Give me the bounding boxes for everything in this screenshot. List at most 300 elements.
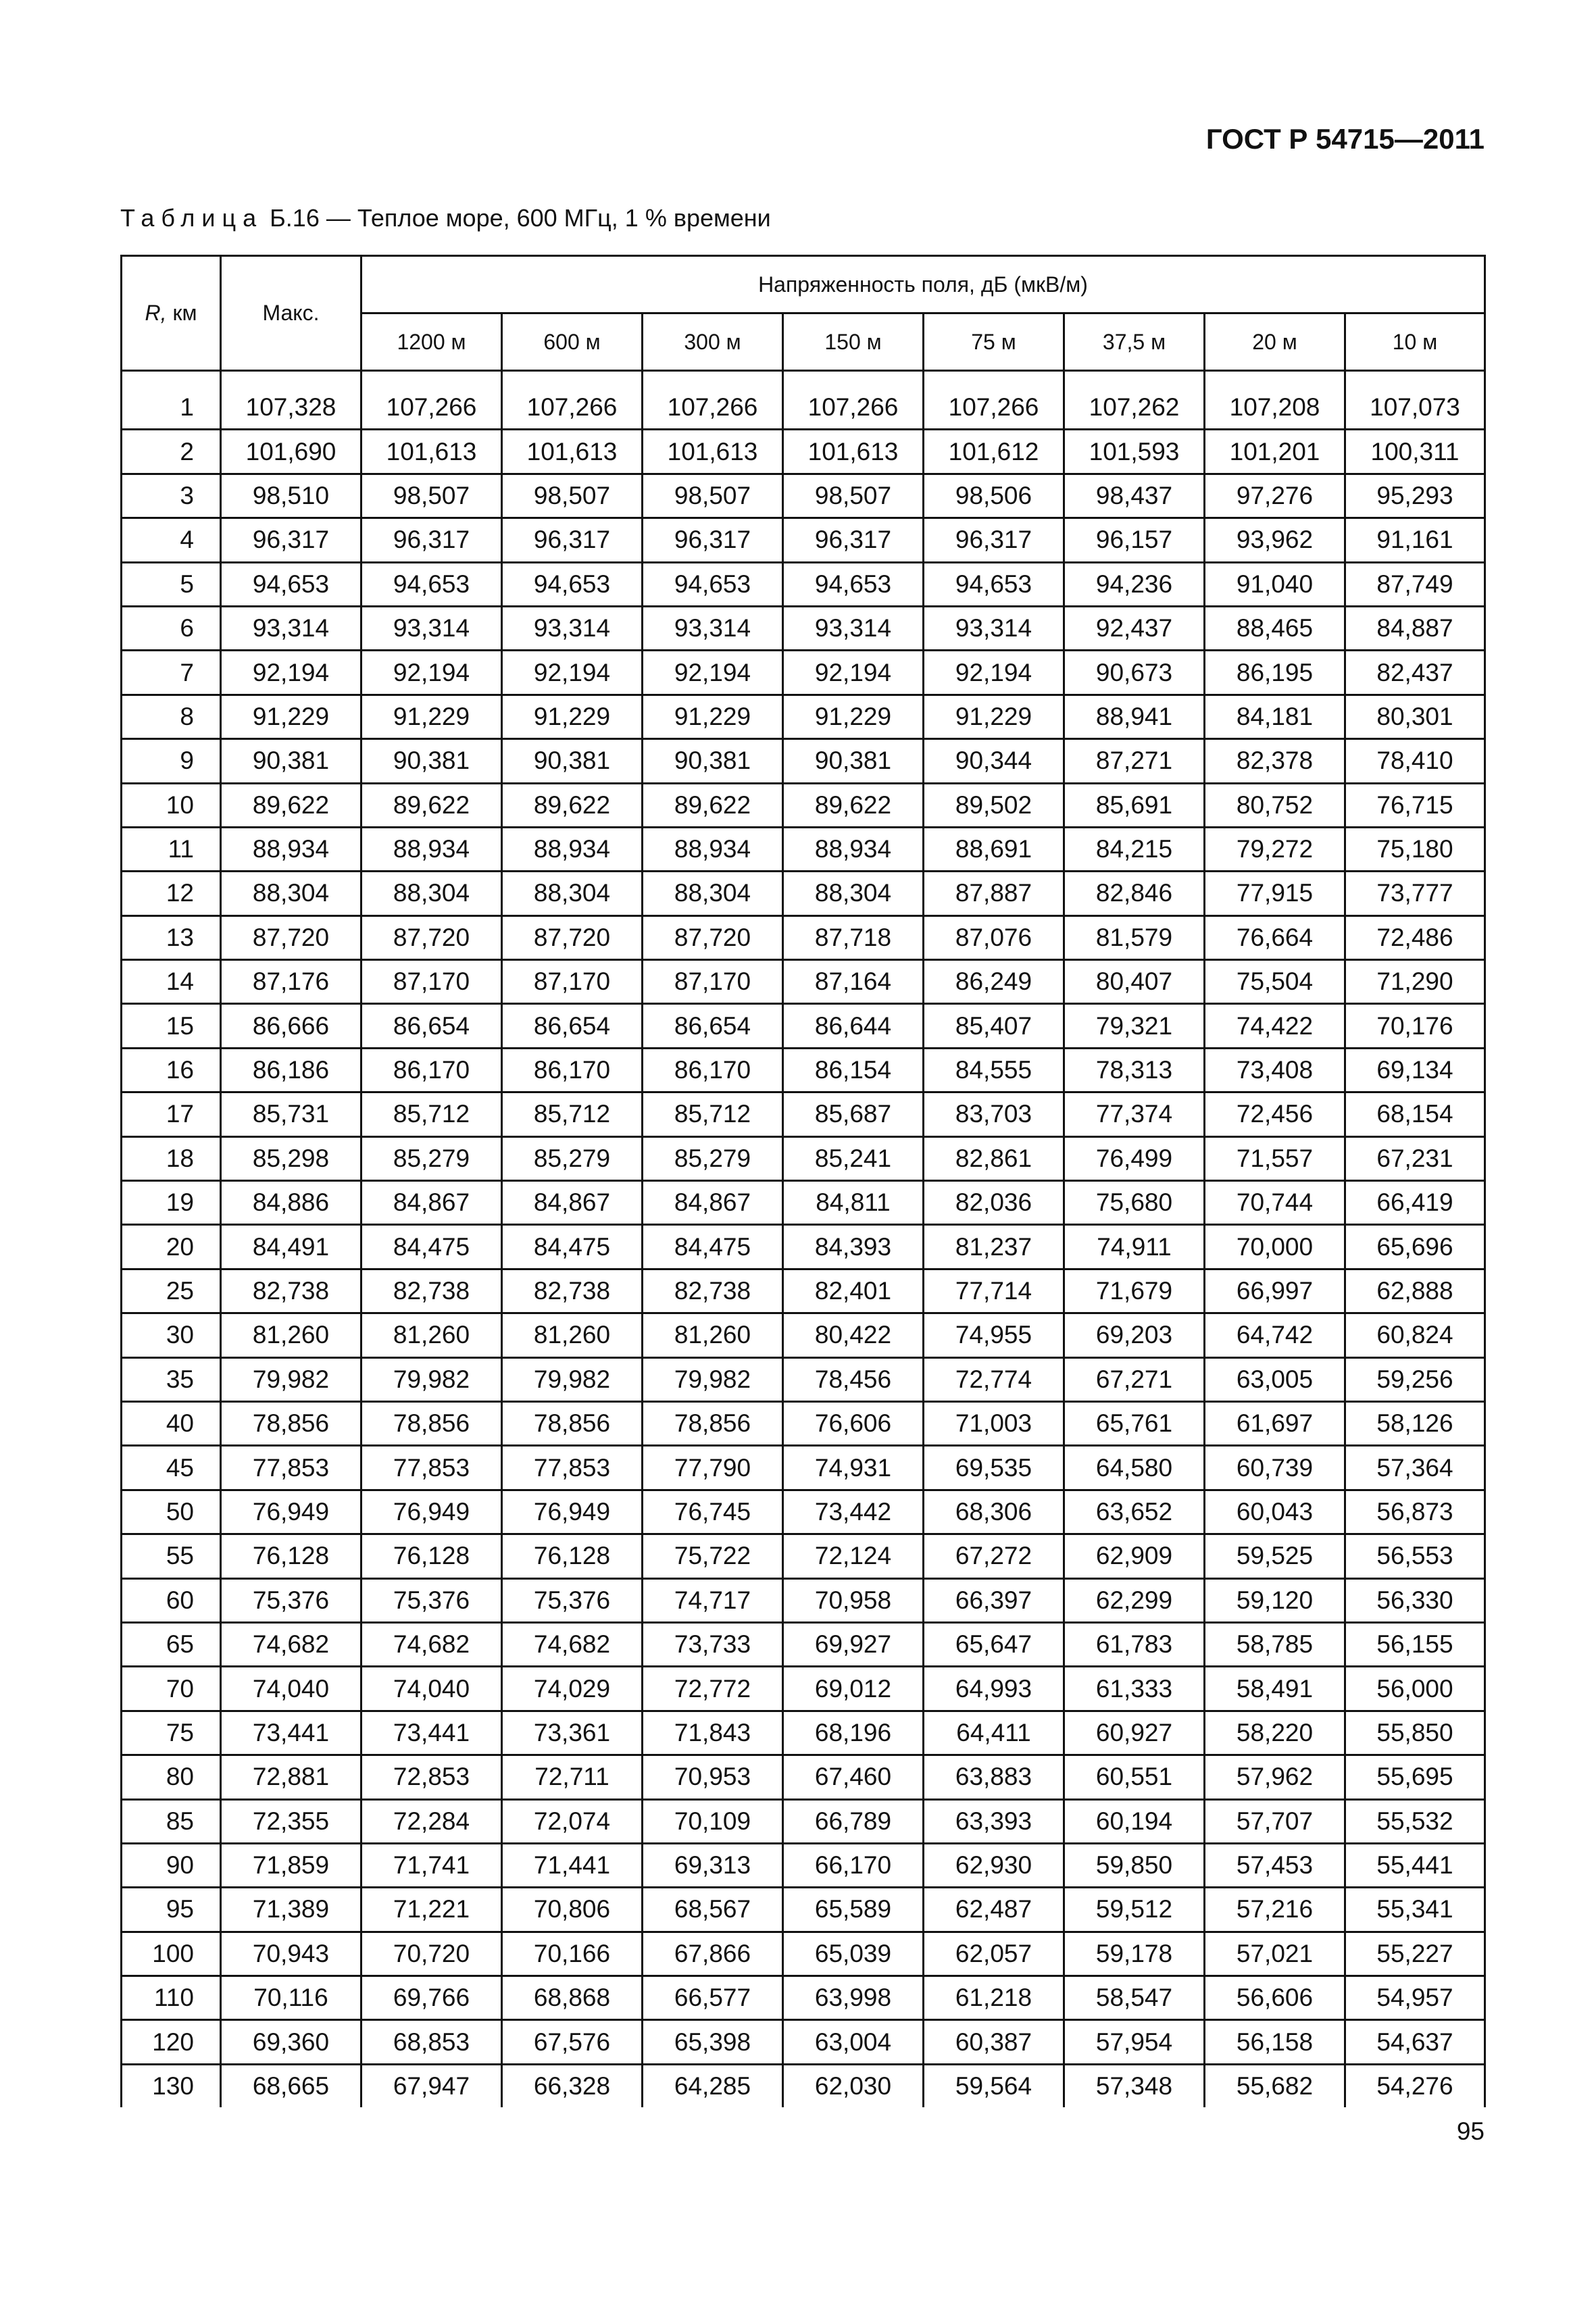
value-cell: 85,731 bbox=[221, 1092, 361, 1136]
value-cell: 94,236 bbox=[1064, 562, 1205, 606]
value-cell: 67,866 bbox=[643, 1932, 783, 1976]
value-cell: 71,859 bbox=[221, 1843, 361, 1887]
table-row bbox=[122, 1490, 1485, 1534]
value-cell: 60,551 bbox=[1064, 1755, 1205, 1799]
table-caption bbox=[120, 204, 771, 232]
distance-cell: 1 bbox=[122, 386, 221, 430]
value-cell: 86,170 bbox=[643, 1048, 783, 1092]
value-cell: 60,739 bbox=[1205, 1446, 1345, 1490]
value-cell: 98,510 bbox=[221, 474, 361, 518]
value-cell: 77,790 bbox=[643, 1446, 783, 1490]
value-cell: 63,004 bbox=[783, 2020, 924, 2064]
value-cell: 78,856 bbox=[643, 1401, 783, 1445]
value-cell: 70,744 bbox=[1205, 1181, 1345, 1225]
distance-cell: 75 bbox=[122, 1711, 221, 1755]
value-cell: 94,653 bbox=[361, 562, 502, 606]
value-cell: 69,134 bbox=[1345, 1048, 1485, 1092]
value-cell: 87,271 bbox=[1064, 739, 1205, 783]
value-cell: 82,738 bbox=[502, 1269, 643, 1313]
table-row bbox=[122, 960, 1485, 1004]
value-cell: 73,733 bbox=[643, 1622, 783, 1666]
value-cell: 71,003 bbox=[924, 1401, 1064, 1445]
value-cell: 56,553 bbox=[1345, 1534, 1485, 1578]
value-cell: 88,304 bbox=[361, 872, 502, 915]
value-cell: 78,856 bbox=[502, 1401, 643, 1445]
value-cell: 76,949 bbox=[361, 1490, 502, 1534]
value-cell: 81,260 bbox=[221, 1313, 361, 1357]
value-cell: 89,622 bbox=[361, 783, 502, 827]
value-cell: 91,161 bbox=[1345, 518, 1485, 562]
value-cell: 93,314 bbox=[361, 606, 502, 650]
table-row bbox=[122, 1534, 1485, 1578]
value-cell: 82,738 bbox=[221, 1269, 361, 1313]
value-cell: 75,504 bbox=[1205, 960, 1345, 1004]
value-cell: 88,941 bbox=[1064, 695, 1205, 738]
value-cell: 66,577 bbox=[643, 1976, 783, 2020]
value-cell: 75,680 bbox=[1064, 1181, 1205, 1225]
value-cell: 84,555 bbox=[924, 1048, 1064, 1092]
value-cell: 66,419 bbox=[1345, 1181, 1485, 1225]
table-row bbox=[122, 606, 1485, 650]
value-cell: 70,720 bbox=[361, 1932, 502, 1976]
value-cell: 54,637 bbox=[1345, 2020, 1485, 2064]
value-cell: 89,622 bbox=[502, 783, 643, 827]
distance-cell: 8 bbox=[122, 695, 221, 738]
value-cell: 70,000 bbox=[1205, 1225, 1345, 1269]
value-cell: 94,653 bbox=[643, 562, 783, 606]
table-row bbox=[122, 872, 1485, 915]
value-cell: 89,502 bbox=[924, 783, 1064, 827]
distance-cell: 18 bbox=[122, 1136, 221, 1180]
distance-cell: 4 bbox=[122, 518, 221, 562]
value-cell: 92,194 bbox=[502, 651, 643, 695]
table-row bbox=[122, 695, 1485, 738]
value-cell: 76,128 bbox=[221, 1534, 361, 1578]
value-cell: 78,856 bbox=[361, 1401, 502, 1445]
distance-cell: 19 bbox=[122, 1181, 221, 1225]
value-cell: 74,422 bbox=[1205, 1004, 1345, 1048]
value-cell: 62,909 bbox=[1064, 1534, 1205, 1578]
value-cell: 90,381 bbox=[361, 739, 502, 783]
value-cell: 76,949 bbox=[221, 1490, 361, 1534]
table-row bbox=[122, 1799, 1485, 1843]
value-cell: 94,653 bbox=[221, 562, 361, 606]
value-cell: 79,982 bbox=[502, 1357, 643, 1401]
col-header-height: 37,5 м bbox=[1064, 313, 1205, 371]
distance-cell: 45 bbox=[122, 1446, 221, 1490]
value-cell: 92,194 bbox=[924, 651, 1064, 695]
distance-cell: 90 bbox=[122, 1843, 221, 1887]
value-cell: 89,622 bbox=[643, 783, 783, 827]
col-header-height: 1200 м bbox=[361, 313, 502, 371]
value-cell: 93,314 bbox=[221, 606, 361, 650]
value-cell: 85,279 bbox=[361, 1136, 502, 1180]
value-cell: 74,955 bbox=[924, 1313, 1064, 1357]
value-cell: 60,194 bbox=[1064, 1799, 1205, 1843]
value-cell: 92,437 bbox=[1064, 606, 1205, 650]
value-cell: 71,290 bbox=[1345, 960, 1485, 1004]
value-cell: 101,613 bbox=[643, 430, 783, 474]
value-cell: 84,181 bbox=[1205, 695, 1345, 738]
value-cell: 68,868 bbox=[502, 1976, 643, 2020]
col-header-distance-unit: км bbox=[166, 301, 197, 325]
table-row bbox=[122, 1225, 1485, 1269]
table-row bbox=[122, 1136, 1485, 1180]
value-cell: 85,298 bbox=[221, 1136, 361, 1180]
value-cell: 61,697 bbox=[1205, 1401, 1345, 1445]
value-cell: 56,155 bbox=[1345, 1622, 1485, 1666]
value-cell: 64,411 bbox=[924, 1711, 1064, 1755]
value-cell: 73,441 bbox=[361, 1711, 502, 1755]
distance-cell: 110 bbox=[122, 1976, 221, 2020]
table-row bbox=[122, 783, 1485, 827]
value-cell: 101,612 bbox=[924, 430, 1064, 474]
value-cell: 88,934 bbox=[221, 827, 361, 871]
value-cell: 85,687 bbox=[783, 1092, 924, 1136]
value-cell: 56,330 bbox=[1345, 1578, 1485, 1622]
table-row bbox=[122, 1048, 1485, 1092]
value-cell: 80,407 bbox=[1064, 960, 1205, 1004]
value-cell: 69,203 bbox=[1064, 1313, 1205, 1357]
distance-cell: 15 bbox=[122, 1004, 221, 1048]
value-cell: 55,441 bbox=[1345, 1843, 1485, 1887]
value-cell: 70,943 bbox=[221, 1932, 361, 1976]
distance-cell: 3 bbox=[122, 474, 221, 518]
value-cell: 98,507 bbox=[361, 474, 502, 518]
value-cell: 63,393 bbox=[924, 1799, 1064, 1843]
value-cell: 72,772 bbox=[643, 1667, 783, 1711]
value-cell: 63,998 bbox=[783, 1976, 924, 2020]
value-cell: 71,557 bbox=[1205, 1136, 1345, 1180]
value-cell: 74,682 bbox=[502, 1622, 643, 1666]
value-cell: 101,613 bbox=[783, 430, 924, 474]
value-cell: 101,593 bbox=[1064, 430, 1205, 474]
value-cell: 71,221 bbox=[361, 1888, 502, 1932]
value-cell: 79,982 bbox=[361, 1357, 502, 1401]
value-cell: 66,170 bbox=[783, 1843, 924, 1887]
value-cell: 58,547 bbox=[1064, 1976, 1205, 2020]
value-cell: 66,328 bbox=[502, 2064, 643, 2107]
distance-cell: 65 bbox=[122, 1622, 221, 1666]
value-cell: 88,465 bbox=[1205, 606, 1345, 650]
table-row bbox=[122, 2064, 1485, 2107]
table-row bbox=[122, 1181, 1485, 1225]
value-cell: 72,486 bbox=[1345, 915, 1485, 959]
value-cell: 67,231 bbox=[1345, 1136, 1485, 1180]
value-cell: 92,194 bbox=[361, 651, 502, 695]
value-cell: 72,355 bbox=[221, 1799, 361, 1843]
value-cell: 90,381 bbox=[221, 739, 361, 783]
value-cell: 85,279 bbox=[502, 1136, 643, 1180]
value-cell: 101,201 bbox=[1205, 430, 1345, 474]
value-cell: 89,622 bbox=[783, 783, 924, 827]
value-cell: 91,229 bbox=[924, 695, 1064, 738]
value-cell: 101,613 bbox=[361, 430, 502, 474]
value-cell: 94,653 bbox=[783, 562, 924, 606]
value-cell: 76,606 bbox=[783, 1401, 924, 1445]
value-cell: 84,887 bbox=[1345, 606, 1485, 650]
value-cell: 72,124 bbox=[783, 1534, 924, 1578]
value-cell: 90,344 bbox=[924, 739, 1064, 783]
distance-cell: 40 bbox=[122, 1401, 221, 1445]
table-row bbox=[122, 739, 1485, 783]
value-cell: 96,157 bbox=[1064, 518, 1205, 562]
value-cell: 68,567 bbox=[643, 1888, 783, 1932]
value-cell: 59,564 bbox=[924, 2064, 1064, 2107]
distance-cell: 30 bbox=[122, 1313, 221, 1357]
distance-cell: 60 bbox=[122, 1578, 221, 1622]
value-cell: 88,304 bbox=[221, 872, 361, 915]
value-cell: 91,040 bbox=[1205, 562, 1345, 606]
value-cell: 68,853 bbox=[361, 2020, 502, 2064]
value-cell: 107,328 bbox=[221, 386, 361, 430]
table-row bbox=[122, 1667, 1485, 1711]
value-cell: 57,962 bbox=[1205, 1755, 1345, 1799]
distance-cell: 70 bbox=[122, 1667, 221, 1711]
value-cell: 91,229 bbox=[502, 695, 643, 738]
value-cell: 55,850 bbox=[1345, 1711, 1485, 1755]
value-cell: 73,361 bbox=[502, 1711, 643, 1755]
value-cell: 74,931 bbox=[783, 1446, 924, 1490]
table-row bbox=[122, 1004, 1485, 1048]
value-cell: 76,499 bbox=[1064, 1136, 1205, 1180]
value-cell: 70,109 bbox=[643, 1799, 783, 1843]
value-cell: 107,262 bbox=[1064, 386, 1205, 430]
value-cell: 69,012 bbox=[783, 1667, 924, 1711]
value-cell: 87,720 bbox=[361, 915, 502, 959]
value-cell: 68,196 bbox=[783, 1711, 924, 1755]
value-cell: 58,220 bbox=[1205, 1711, 1345, 1755]
value-cell: 70,116 bbox=[221, 1976, 361, 2020]
value-cell: 66,789 bbox=[783, 1799, 924, 1843]
value-cell: 92,194 bbox=[643, 651, 783, 695]
value-cell: 95,293 bbox=[1345, 474, 1485, 518]
value-cell: 65,696 bbox=[1345, 1225, 1485, 1269]
value-cell: 68,306 bbox=[924, 1490, 1064, 1534]
value-cell: 88,934 bbox=[502, 827, 643, 871]
col-header-height: 75 м bbox=[924, 313, 1064, 371]
value-cell: 91,229 bbox=[643, 695, 783, 738]
value-cell: 107,266 bbox=[361, 386, 502, 430]
value-cell: 59,256 bbox=[1345, 1357, 1485, 1401]
value-cell: 66,997 bbox=[1205, 1269, 1345, 1313]
page-number: 95 bbox=[1456, 2117, 1485, 2145]
value-cell: 63,883 bbox=[924, 1755, 1064, 1799]
value-cell: 101,690 bbox=[221, 430, 361, 474]
distance-cell: 13 bbox=[122, 915, 221, 959]
value-cell: 59,512 bbox=[1064, 1888, 1205, 1932]
value-cell: 93,314 bbox=[783, 606, 924, 650]
value-cell: 83,703 bbox=[924, 1092, 1064, 1136]
value-cell: 87,720 bbox=[643, 915, 783, 959]
table-row bbox=[122, 1357, 1485, 1401]
document-code: ГОСТ Р 54715—2011 bbox=[1205, 123, 1485, 155]
distance-cell: 11 bbox=[122, 827, 221, 871]
value-cell: 79,982 bbox=[643, 1357, 783, 1401]
value-cell: 100,311 bbox=[1345, 430, 1485, 474]
value-cell: 85,691 bbox=[1064, 783, 1205, 827]
value-cell: 84,475 bbox=[502, 1225, 643, 1269]
value-cell: 98,507 bbox=[502, 474, 643, 518]
value-cell: 107,208 bbox=[1205, 386, 1345, 430]
distance-cell: 120 bbox=[122, 2020, 221, 2064]
value-cell: 89,622 bbox=[221, 783, 361, 827]
value-cell: 62,299 bbox=[1064, 1578, 1205, 1622]
distance-cell: 5 bbox=[122, 562, 221, 606]
value-cell: 60,824 bbox=[1345, 1313, 1485, 1357]
value-cell: 82,738 bbox=[643, 1269, 783, 1313]
value-cell: 86,186 bbox=[221, 1048, 361, 1092]
value-cell: 98,437 bbox=[1064, 474, 1205, 518]
value-cell: 58,126 bbox=[1345, 1401, 1485, 1445]
col-header-height: 150 м bbox=[783, 313, 924, 371]
value-cell: 98,507 bbox=[643, 474, 783, 518]
value-cell: 59,525 bbox=[1205, 1534, 1345, 1578]
value-cell: 57,216 bbox=[1205, 1888, 1345, 1932]
value-cell: 64,285 bbox=[643, 2064, 783, 2107]
value-cell: 71,441 bbox=[502, 1843, 643, 1887]
value-cell: 69,360 bbox=[221, 2020, 361, 2064]
table-row bbox=[122, 562, 1485, 606]
table-row bbox=[122, 1843, 1485, 1887]
value-cell: 84,475 bbox=[361, 1225, 502, 1269]
value-cell: 62,487 bbox=[924, 1888, 1064, 1932]
value-cell: 94,653 bbox=[502, 562, 643, 606]
value-cell: 86,654 bbox=[361, 1004, 502, 1048]
value-cell: 55,227 bbox=[1345, 1932, 1485, 1976]
value-cell: 75,376 bbox=[361, 1578, 502, 1622]
distance-cell: 9 bbox=[122, 739, 221, 783]
value-cell: 76,128 bbox=[361, 1534, 502, 1578]
value-cell: 87,076 bbox=[924, 915, 1064, 959]
value-cell: 84,393 bbox=[783, 1225, 924, 1269]
value-cell: 107,266 bbox=[502, 386, 643, 430]
value-cell: 85,241 bbox=[783, 1136, 924, 1180]
value-cell: 92,194 bbox=[783, 651, 924, 695]
value-cell: 68,665 bbox=[221, 2064, 361, 2107]
value-cell: 94,653 bbox=[924, 562, 1064, 606]
distance-cell: 14 bbox=[122, 960, 221, 1004]
value-cell: 90,381 bbox=[783, 739, 924, 783]
value-cell: 61,333 bbox=[1064, 1667, 1205, 1711]
value-cell: 78,856 bbox=[221, 1401, 361, 1445]
value-cell: 69,766 bbox=[361, 1976, 502, 2020]
value-cell: 85,407 bbox=[924, 1004, 1064, 1048]
value-cell: 88,691 bbox=[924, 827, 1064, 871]
distance-cell: 95 bbox=[122, 1888, 221, 1932]
value-cell: 73,442 bbox=[783, 1490, 924, 1534]
value-cell: 96,317 bbox=[361, 518, 502, 562]
value-cell: 86,170 bbox=[502, 1048, 643, 1092]
value-cell: 69,535 bbox=[924, 1446, 1064, 1490]
value-cell: 93,314 bbox=[502, 606, 643, 650]
table-row bbox=[122, 1888, 1485, 1932]
value-cell: 79,272 bbox=[1205, 827, 1345, 871]
col-header-height: 300 м bbox=[643, 313, 783, 371]
value-cell: 70,176 bbox=[1345, 1004, 1485, 1048]
distance-cell: 35 bbox=[122, 1357, 221, 1401]
distance-cell: 25 bbox=[122, 1269, 221, 1313]
table-row bbox=[122, 1446, 1485, 1490]
value-cell: 57,348 bbox=[1064, 2064, 1205, 2107]
value-cell: 84,215 bbox=[1064, 827, 1205, 871]
value-cell: 90,673 bbox=[1064, 651, 1205, 695]
value-cell: 96,317 bbox=[643, 518, 783, 562]
value-cell: 74,682 bbox=[221, 1622, 361, 1666]
distance-cell: 2 bbox=[122, 430, 221, 474]
table-row bbox=[122, 1092, 1485, 1136]
value-cell: 80,752 bbox=[1205, 783, 1345, 827]
value-cell: 71,389 bbox=[221, 1888, 361, 1932]
value-cell: 64,742 bbox=[1205, 1313, 1345, 1357]
value-cell: 84,475 bbox=[643, 1225, 783, 1269]
value-cell: 84,811 bbox=[783, 1181, 924, 1225]
value-cell: 85,712 bbox=[502, 1092, 643, 1136]
value-cell: 86,666 bbox=[221, 1004, 361, 1048]
value-cell: 62,888 bbox=[1345, 1269, 1485, 1313]
value-cell: 61,783 bbox=[1064, 1622, 1205, 1666]
value-cell: 70,166 bbox=[502, 1932, 643, 1976]
value-cell: 81,260 bbox=[361, 1313, 502, 1357]
value-cell: 65,647 bbox=[924, 1622, 1064, 1666]
value-cell: 74,029 bbox=[502, 1667, 643, 1711]
value-cell: 74,040 bbox=[221, 1667, 361, 1711]
value-cell: 73,408 bbox=[1205, 1048, 1345, 1092]
value-cell: 55,532 bbox=[1345, 1799, 1485, 1843]
value-cell: 72,774 bbox=[924, 1357, 1064, 1401]
value-cell: 71,843 bbox=[643, 1711, 783, 1755]
distance-cell: 6 bbox=[122, 606, 221, 650]
value-cell: 57,364 bbox=[1345, 1446, 1485, 1490]
value-cell: 82,437 bbox=[1345, 651, 1485, 695]
caption-number: Б.16 — bbox=[270, 204, 351, 232]
value-cell: 79,321 bbox=[1064, 1004, 1205, 1048]
value-cell: 88,304 bbox=[783, 872, 924, 915]
value-cell: 74,717 bbox=[643, 1578, 783, 1622]
value-cell: 72,074 bbox=[502, 1799, 643, 1843]
col-header-distance bbox=[122, 256, 221, 371]
distance-cell: 12 bbox=[122, 872, 221, 915]
value-cell: 76,128 bbox=[502, 1534, 643, 1578]
value-cell: 67,271 bbox=[1064, 1357, 1205, 1401]
table-row bbox=[122, 430, 1485, 474]
value-cell: 74,682 bbox=[361, 1622, 502, 1666]
table-row bbox=[122, 518, 1485, 562]
value-cell: 77,714 bbox=[924, 1269, 1064, 1313]
table-row bbox=[122, 1755, 1485, 1799]
value-cell: 87,176 bbox=[221, 960, 361, 1004]
value-cell: 56,000 bbox=[1345, 1667, 1485, 1711]
value-cell: 78,410 bbox=[1345, 739, 1485, 783]
col-header-group: Напряженность поля, дБ (мкВ/м) bbox=[361, 256, 1485, 313]
value-cell: 87,720 bbox=[221, 915, 361, 959]
value-cell: 86,195 bbox=[1205, 651, 1345, 695]
value-cell: 77,853 bbox=[361, 1446, 502, 1490]
value-cell: 54,276 bbox=[1345, 2064, 1485, 2107]
value-cell: 82,738 bbox=[361, 1269, 502, 1313]
value-cell: 86,654 bbox=[502, 1004, 643, 1048]
value-cell: 87,170 bbox=[643, 960, 783, 1004]
value-cell: 59,178 bbox=[1064, 1932, 1205, 1976]
value-cell: 88,934 bbox=[643, 827, 783, 871]
value-cell: 101,613 bbox=[502, 430, 643, 474]
value-cell: 86,170 bbox=[361, 1048, 502, 1092]
distance-cell: 7 bbox=[122, 651, 221, 695]
value-cell: 82,401 bbox=[783, 1269, 924, 1313]
value-cell: 87,170 bbox=[361, 960, 502, 1004]
value-cell: 59,850 bbox=[1064, 1843, 1205, 1887]
value-cell: 98,507 bbox=[783, 474, 924, 518]
